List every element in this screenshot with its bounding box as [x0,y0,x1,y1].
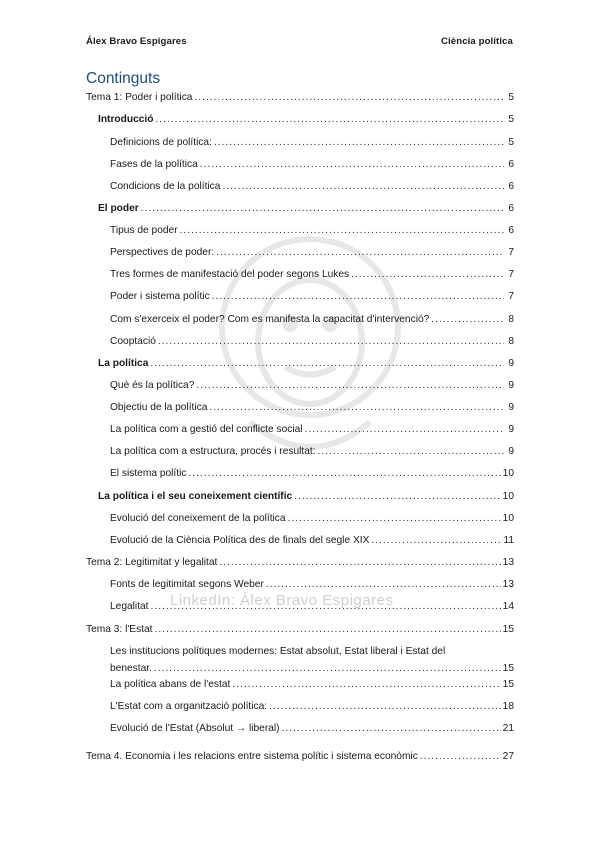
toc-entry-label: La política com a gestió del conflicte social [110,424,303,435]
toc-entry[interactable] [86,678,514,691]
dot-leader [305,423,504,436]
toc-entry-label: El sistema polític [110,468,187,479]
toc-entry-label: Tres formes de manifestació del poder segons Lukes [110,269,350,280]
toc-entry-label: La política abans de l'estat [110,679,231,690]
toc-page-number: 15 [502,679,514,690]
dot-leader [214,136,504,149]
toc-entry[interactable] [86,645,514,675]
dot-leader [194,91,504,104]
running-header-subject: Ciència política [441,36,513,47]
toc-entry[interactable] [86,467,514,480]
dot-leader [318,445,504,458]
toc-page-number: 7 [508,269,514,280]
dot-leader [420,750,501,763]
dot-leader [196,379,504,392]
toc-entry-label: Tema 3: l'Estat [86,624,153,635]
dot-leader [200,158,504,171]
toc-entry[interactable] [86,113,514,126]
toc-page-number: 18 [502,701,514,712]
toc-entry[interactable] [86,534,514,547]
toc-page-number: 10 [502,491,514,502]
toc-entry[interactable] [86,556,514,569]
toc-entry-label: Legalitat [110,601,149,612]
dot-leader [266,578,501,591]
toc-page-number: 9 [508,402,514,413]
toc-entry-label: Definicions de política: [110,137,212,148]
toc-entry[interactable] [86,423,514,436]
toc-page-number: 8 [508,314,514,325]
dot-leader [154,662,501,675]
toc-page-number: 9 [508,446,514,457]
toc-entry[interactable] [86,700,514,713]
toc-entry-label: Tema 4. Economia i les relacions entre sistema polític i sistema econòmic [86,751,418,762]
dot-leader [212,290,504,303]
watermark-text: LinkedIn: Álex Bravo Espigares [170,592,394,609]
toc-entry-label: L'Estat com a organització política: [110,701,268,712]
toc-entry-label: Objectiu de la política [110,402,208,413]
toc-entry-label: Perspectives de poder: [110,247,215,258]
dot-leader [269,700,501,713]
dot-leader [232,678,500,691]
toc-entry[interactable] [86,335,514,348]
toc-page-number: 15 [502,663,514,674]
toc-entry[interactable] [86,246,514,259]
toc-page-number: 6 [508,225,514,236]
toc-entry-label: Què és la política? [110,380,195,391]
toc-page-number: 27 [502,751,514,762]
toc-entry[interactable] [86,290,514,303]
toc-page-number: 5 [508,114,514,125]
toc-entry[interactable] [86,722,514,735]
toc-entry[interactable] [86,180,514,193]
toc-entry-label: Evolució de la Ciència Política des de finals del segle XIX [110,535,370,546]
toc-entry[interactable] [86,91,514,104]
toc-entry[interactable] [86,357,514,370]
toc-page-number: 5 [508,92,514,103]
toc-entry[interactable] [86,623,514,636]
toc-entry-label: Fases de la política [110,159,198,170]
toc-page-number: 9 [508,380,514,391]
dot-leader [141,202,504,215]
dot-leader [158,335,504,348]
dot-leader [209,401,504,414]
dot-leader [216,246,504,259]
toc-entry-label: Evolució de l'Estat (Absolut → liberal) [110,723,280,734]
toc-entry-label: La política i el seu coneixement científic [98,491,293,502]
toc-page-number: 10 [502,468,514,479]
dot-leader [222,180,504,193]
toc-page-number: 7 [508,247,514,258]
toc-page-number: 10 [502,513,514,524]
dot-leader [282,722,501,735]
dot-leader [351,268,504,281]
toc-entry-label: Introducció [98,114,154,125]
toc-entry[interactable] [86,158,514,171]
dot-leader [431,313,504,326]
dot-leader [155,623,501,636]
dot-leader [151,600,501,613]
toc-entry-label: Poder i sistema polític [110,291,210,302]
toc-entry[interactable] [86,313,514,326]
toc-page-number: 6 [508,159,514,170]
toc-page-number: 11 [503,535,514,546]
dot-leader [150,357,504,370]
toc-entry-label: Tema 2: Legitimitat y legalitat [86,557,218,568]
toc-page-number: 6 [508,203,514,214]
toc-entry-label: La política com a estructura, procés i resultat: [110,446,316,457]
toc-entry-label: Fonts de legitimitat segons Weber [110,579,264,590]
toc-entry[interactable] [86,401,514,414]
dot-leader [371,534,501,547]
toc-entry-label: Les institucions polítiques modernes: Estat absolut, Estat liberal i Estat del [110,646,446,657]
toc-entry[interactable] [86,202,514,215]
toc-page-number: 14 [502,601,514,612]
toc-entry-label: Evolució del coneixement de la política [110,513,286,524]
toc-entry-label-cont: benestar. [110,663,152,674]
toc-entry[interactable] [86,600,514,613]
toc-page-number: 7 [508,291,514,302]
toc-entry[interactable] [86,490,514,503]
toc-page-number: 9 [508,358,514,369]
toc-title: Continguts [86,70,161,87]
toc-entry-label: El poder [98,203,139,214]
toc-page-number: 5 [508,137,514,148]
toc-entry-label: Com s'exerceix el poder? Com es manifesta la capacitat d'intervenció? [110,314,430,325]
toc-entry-label: Tipus de poder [110,225,178,236]
dot-leader [155,113,504,126]
toc-entry[interactable] [86,136,514,149]
dot-leader [180,224,504,237]
toc-page-number: 6 [508,181,514,192]
toc-entry-label: Condicions de la política [110,181,221,192]
toc-entry[interactable] [86,379,514,392]
toc-entry[interactable] [86,224,514,237]
toc-page-number: 13 [502,557,514,568]
toc-entry-label: La política [98,358,149,369]
toc-entry[interactable] [86,268,514,281]
dot-leader [288,512,501,525]
toc-page-number: 13 [502,579,514,590]
toc-entry[interactable] [86,445,514,458]
toc-entry-label: Tema 1: Poder i política [86,92,193,103]
dot-leader [294,490,500,503]
toc-page-number: 8 [508,336,514,347]
running-header-author: Álex Bravo Espigares [86,36,187,47]
toc-page-number: 15 [502,624,514,635]
toc-entry[interactable] [86,750,514,763]
toc-entry[interactable] [86,578,514,591]
toc-entry-label: Cooptació [110,336,156,347]
dot-leader [219,556,500,569]
toc-page-number: 9 [508,424,514,435]
dot-leader [188,467,500,480]
toc-page-number: 21 [502,723,514,734]
toc-entry[interactable] [86,512,514,525]
